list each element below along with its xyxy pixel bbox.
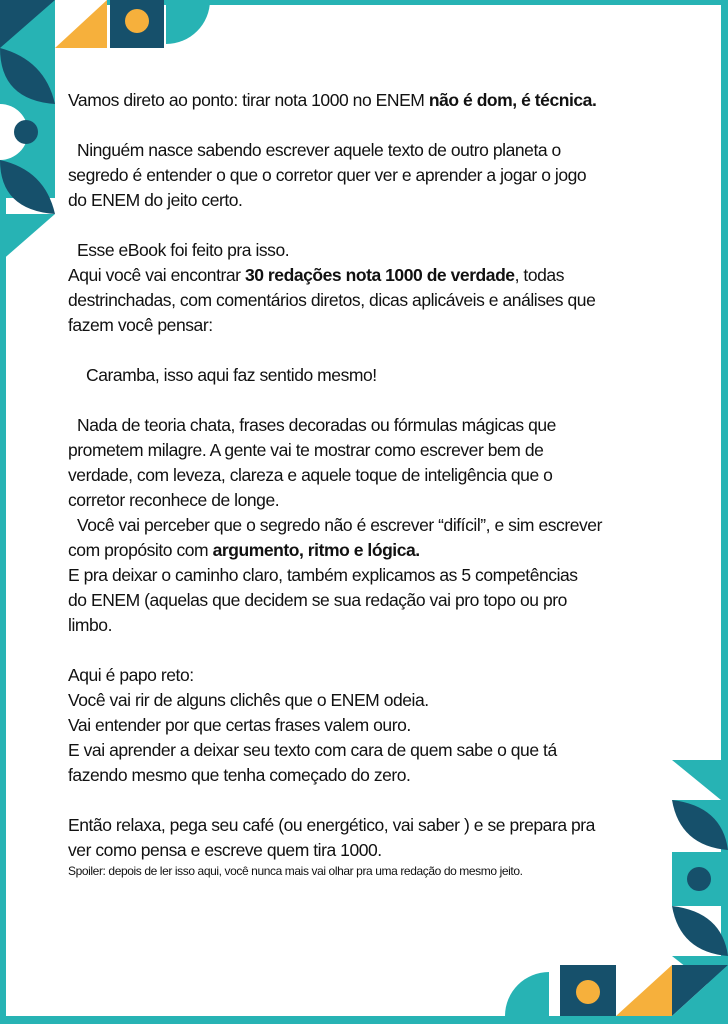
intro-paragraph-1: Vamos direto ao ponto: tirar nota 1000 no ENEM não é dom, é técnica. (68, 90, 597, 110)
intro-paragraph-7-line-3: Vai entender por que certas frases valem ouro. (68, 715, 411, 735)
intro-paragraph-2-line-2: segredo é entender o que o corretor quer ver e aprender a jogar o jogo (68, 165, 587, 185)
intro-paragraph-5-line-2: prometem milagre. A gente vai te mostrar como escrever bem de (68, 440, 544, 460)
intro-quote: Caramba, isso aqui faz sentido mesmo! (86, 365, 377, 385)
ebook-intro-text (68, 88, 668, 879)
emphasis-argument-rhythm-logic: argumento, ritmo e lógica. (212, 540, 420, 560)
intro-paragraph-2-line-1: Ninguém nasce sabendo escrever aquele texto de outro planeta o (77, 140, 561, 160)
intro-paragraph-6-line-4: do ENEM (aquelas que decidem se sua redação vai pro topo ou pro (68, 590, 567, 610)
intro-paragraph-6-line-2: com propósito com argumento, ritmo e lógica. (68, 540, 420, 560)
border-top (0, 0, 728, 5)
intro-paragraph-7-line-1: Aqui é papo reto: (68, 665, 194, 685)
intro-paragraph-2-line-3: do ENEM do jeito certo. (68, 190, 243, 210)
intro-paragraph-3-line-4: fazem você pensar: (68, 315, 213, 335)
intro-paragraph-6-line-3: E pra deixar o caminho claro, também explicamos as 5 competências (68, 565, 578, 585)
intro-paragraph-5-line-4: corretor reconhece de longe. (68, 490, 280, 510)
intro-paragraph-5-line-3: verdade, com leveza, clareza e aquele toque de inteligência que o (68, 465, 553, 485)
intro-paragraph-7-line-5: fazendo mesmo que tenha começado do zero. (68, 765, 411, 785)
intro-paragraph-7-line-2: Você vai rir de alguns clichês que o ENEM odeia. (68, 690, 429, 710)
emphasis-30-essays: 30 redações nota 1000 de verdade (244, 265, 515, 285)
intro-paragraph-3-line-1: Esse eBook foi feito pra isso. (77, 240, 290, 260)
spoiler-note: Spoiler: depois de ler isso aqui, você nunca mais vai olhar pra uma redação do mesmo jeito. (68, 864, 523, 878)
intro-paragraph-8-line-2: ver como pensa e escreve quem tira 1000. (68, 840, 382, 860)
border-bottom (0, 1016, 728, 1024)
intro-paragraph-7-line-4: E vai aprender a deixar seu texto com cara de quem sabe o que tá (68, 740, 557, 760)
intro-paragraph-5-line-1: Nada de teoria chata, frases decoradas ou fórmulas mágicas que (77, 415, 556, 435)
intro-paragraph-3-line-3: destrinchadas, com comentários diretos, dicas aplicáveis e análises que (68, 290, 596, 310)
intro-paragraph-6-line-5: limbo. (68, 615, 112, 635)
intro-paragraph-6-line-1: Você vai perceber que o segredo não é escrever “difícil”, e sim escrever (77, 515, 602, 535)
emphasis-technique: não é dom, é técnica. (428, 90, 597, 110)
intro-paragraph-8-line-1: Então relaxa, pega seu café (ou energético, vai saber ) e se prepara pra (68, 815, 595, 835)
intro-paragraph-3-line-2: Aqui você vai encontrar 30 redações nota 1000 de verdade, todas (68, 265, 564, 285)
